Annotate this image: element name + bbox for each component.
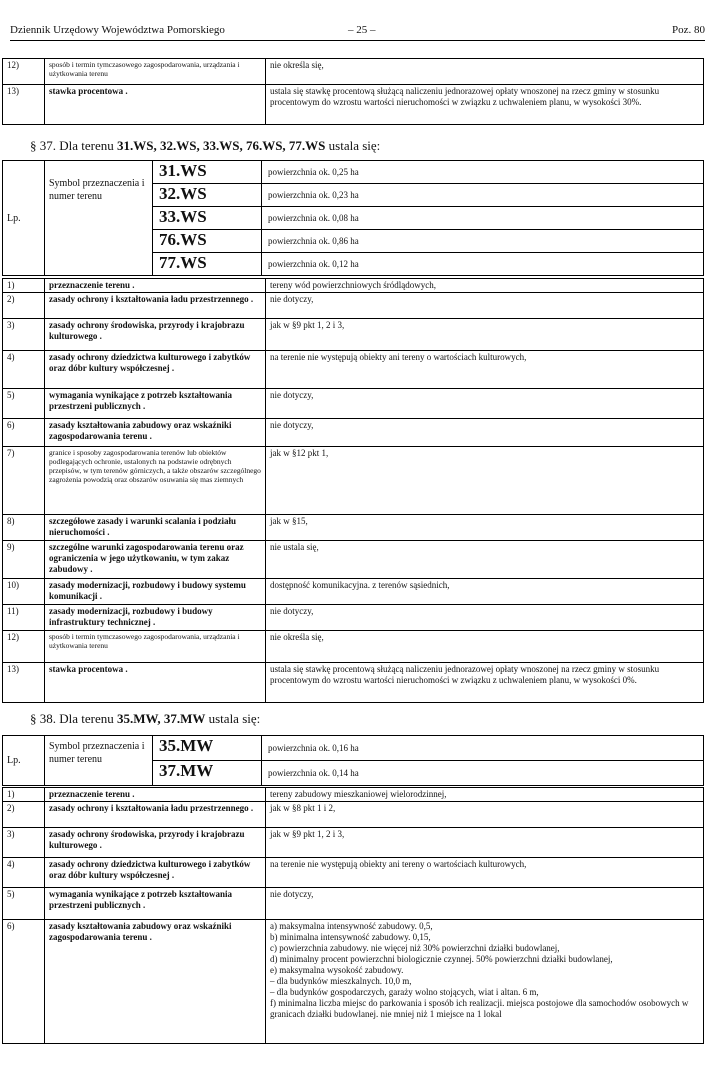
row-value: dostępność komunikacyjna. z terenów sąsiednich, — [266, 579, 704, 605]
section-suffix: ustala się: — [328, 138, 381, 153]
section-37-table — [2, 160, 704, 276]
row-label: szczegółowe zasady i warunki scalania i podziału nieruchomości . — [45, 515, 266, 541]
section-suffix: ustala się: — [208, 711, 261, 726]
row-label: przeznaczenie terenu . — [45, 788, 266, 802]
row-value: jak w §8 pkt 1 i 2, — [266, 802, 704, 828]
row-label: stawka procentowa . — [45, 85, 266, 125]
row-value: nie określa się, — [266, 59, 704, 85]
section-38-table — [2, 735, 704, 786]
row-label: granice i sposoby zagospodarowania terenów lub obiektów podlegających ochronie, ustalonych na podstawie odrębnych przepisów, w tym terenów górniczych, a także obszarów szczególnego zagrożenia powodzią oraz obszarów osuwania się mas ziemnych — [45, 447, 266, 515]
row-label: szczególne warunki zagospodarowania terenu oraz ograniczenia w jego użytkowaniu, w tym zakaz zabudowy . — [45, 541, 266, 579]
value-line: c) powierzchnia zabudowy. nie więcej niż 30% powierzchni działki budowlanej, — [270, 943, 560, 953]
row-label: zasady ochrony i kształtowania ładu przestrzennego . — [45, 293, 266, 319]
row-number: 2) — [3, 802, 45, 828]
position-number: Poz. 80 — [672, 24, 705, 36]
lp-header: Lp. — [3, 736, 45, 786]
row-value: nie dotyczy, — [266, 888, 704, 920]
lp-header: Lp. — [3, 161, 45, 276]
terrain-code: 77.WS — [153, 253, 262, 276]
row-number: 6) — [3, 920, 45, 1044]
row-number: 12) — [3, 631, 45, 663]
symbol-header: Symbol przeznaczenia i numer terenu — [45, 161, 153, 276]
terrain-area: powierzchnia ok. 0,86 ha — [262, 230, 704, 253]
row-value: na terenie nie występują obiekty ani tereny o wartościach kulturowych, — [266, 858, 704, 888]
row-value: ustala się stawkę procentową służącą naliczeniu jednorazowej opłaty wnoszonej na rzecz gminy w stosunku procentowym do wzrostu wartości nieruchomości w związku z uchwaleniem planu, w wysokości 0%. — [266, 663, 704, 703]
row-number: 12) — [3, 59, 45, 85]
row-number: 6) — [3, 419, 45, 447]
section-38-heading — [30, 711, 260, 727]
row-number: 9) — [3, 541, 45, 579]
row-value: jak w §15, — [266, 515, 704, 541]
section-text: Dla terenu — [59, 138, 114, 153]
terrain-code: 37.MW — [153, 761, 262, 786]
row-label: zasady modernizacji, rozbudowy i budowy infrastruktury technicznej . — [45, 605, 266, 631]
value-line: f) minimalna liczba miejsc do parkowania i sposób ich realizacji. miejsca postojowe dla samochodów osobowych w granicach działki budowlanej. nie mniej niż 1 miejsce na 1 lokal — [270, 998, 689, 1019]
row-value — [266, 920, 704, 1044]
value-line: b) minimalna intensywność zabudowy. 0,15, — [270, 932, 431, 942]
page-header — [10, 24, 705, 41]
symbol-header: Symbol przeznaczenia i numer terenu — [45, 736, 153, 786]
journal-title: Dziennik Urzędowy Województwa Pomorskiego — [10, 24, 225, 36]
terrain-code: 35.MW — [153, 736, 262, 761]
row-label: zasady ochrony środowiska, przyrody i krajobrazu kulturowego . — [45, 319, 266, 351]
row-value: nie określa się, — [266, 631, 704, 663]
row-value: jak w §9 pkt 1, 2 i 3, — [266, 828, 704, 858]
continuation-table — [2, 58, 704, 125]
row-number: 1) — [3, 788, 45, 802]
row-value: jak w §12 pkt 1, — [266, 447, 704, 515]
row-number: 1) — [3, 279, 45, 293]
row-value: nie dotyczy, — [266, 605, 704, 631]
row-label: sposób i termin tymczasowego zagospodarowania, urządzania i użytkowania terenu — [45, 631, 266, 663]
value-line: d) minimalny procent powierzchni biologicznie czynnej. 50% powierzchni działki budowlanej, — [270, 954, 613, 964]
row-number: 11) — [3, 605, 45, 631]
terrain-area: powierzchnia ok. 0,14 ha — [262, 761, 704, 786]
row-label: wymagania wynikające z potrzeb kształtowania przestrzeni publicznych . — [45, 888, 266, 920]
row-number: 5) — [3, 888, 45, 920]
table-row — [3, 59, 704, 85]
section-text: Dla terenu — [59, 711, 114, 726]
row-label: zasady ochrony i kształtowania ładu przestrzennego . — [45, 802, 266, 828]
terrain-area: powierzchnia ok. 0,08 ha — [262, 207, 704, 230]
value-line: e) maksymalna wysokość zabudowy. — [270, 965, 404, 975]
row-number: 10) — [3, 579, 45, 605]
row-label: zasady kształtowania zabudowy oraz wskaźniki zagospodarowania terenu . — [45, 920, 266, 1044]
value-line: – dla budynków mieszkalnych. 10,0 m, — [270, 976, 412, 986]
row-value: nie ustala się, — [266, 541, 704, 579]
row-label: zasady kształtowania zabudowy oraz wskaźniki zagospodarowania terenu . — [45, 419, 266, 447]
section-38-rows — [2, 787, 704, 1044]
terrain-code: 33.WS — [153, 207, 262, 230]
section-number: § 37. — [30, 138, 56, 153]
table-row — [3, 85, 704, 125]
value-line: a) maksymalna intensywność zabudowy. 0,5, — [270, 921, 433, 931]
row-number: 8) — [3, 515, 45, 541]
row-value: ustala się stawkę procentową służącą naliczeniu jednorazowej opłaty wnoszonej na rzecz gminy w stosunku procentowym do wzrostu wartości nieruchomości w związku z uchwaleniem planu, w wysokości 30%. — [266, 85, 704, 125]
row-number: 13) — [3, 85, 45, 125]
row-label: wymagania wynikające z potrzeb kształtowania przestrzeni publicznych . — [45, 389, 266, 419]
row-value: nie dotyczy, — [266, 293, 704, 319]
row-label: zasady ochrony środowiska, przyrody i krajobrazu kulturowego . — [45, 828, 266, 858]
row-number: 3) — [3, 828, 45, 858]
row-label: przeznaczenie terenu . — [45, 279, 266, 293]
terrain-area: powierzchnia ok. 0,23 ha — [262, 184, 704, 207]
section-terrains: 31.WS, 32.WS, 33.WS, 76.WS, 77.WS — [117, 138, 326, 153]
row-value: tereny wód powierzchniowych śródlądowych, — [266, 279, 704, 293]
row-label: zasady modernizacji, rozbudowy i budowy systemu komunikacji . — [45, 579, 266, 605]
terrain-code: 32.WS — [153, 184, 262, 207]
row-value: na terenie nie występują obiekty ani tereny o wartościach kulturowych, — [266, 351, 704, 389]
row-value: nie dotyczy, — [266, 419, 704, 447]
row-number: 13) — [3, 663, 45, 703]
terrain-code: 31.WS — [153, 161, 262, 184]
section-37-rows — [2, 278, 704, 703]
row-value: nie dotyczy, — [266, 389, 704, 419]
row-value: tereny zabudowy mieszkaniowej wielorodzinnej, — [266, 788, 704, 802]
section-number: § 38. — [30, 711, 56, 726]
row-number: 3) — [3, 319, 45, 351]
value-line: – dla budynków gospodarczych, garaży wolno stojących, wiat i altan. 6 m, — [270, 987, 539, 997]
terrain-area: powierzchnia ok. 0,25 ha — [262, 161, 704, 184]
row-number: 2) — [3, 293, 45, 319]
page-number: – 25 – — [348, 24, 376, 36]
row-label: stawka procentowa . — [45, 663, 266, 703]
row-label: zasady ochrony dziedzictwa kulturowego i zabytków oraz dóbr kultury współczesnej . — [45, 351, 266, 389]
row-number: 4) — [3, 858, 45, 888]
row-value: jak w §9 pkt 1, 2 i 3, — [266, 319, 704, 351]
section-37-heading — [30, 138, 380, 154]
row-label: sposób i termin tymczasowego zagospodarowania, urządzania i użytkowania terenu — [45, 59, 266, 85]
row-number: 7) — [3, 447, 45, 515]
section-terrains: 35.MW, 37.MW — [117, 711, 206, 726]
terrain-code: 76.WS — [153, 230, 262, 253]
row-number: 4) — [3, 351, 45, 389]
row-label: zasady ochrony dziedzictwa kulturowego i zabytków oraz dóbr kultury współczesnej . — [45, 858, 266, 888]
terrain-area: powierzchnia ok. 0,16 ha — [262, 736, 704, 761]
terrain-area: powierzchnia ok. 0,12 ha — [262, 253, 704, 276]
row-number: 5) — [3, 389, 45, 419]
